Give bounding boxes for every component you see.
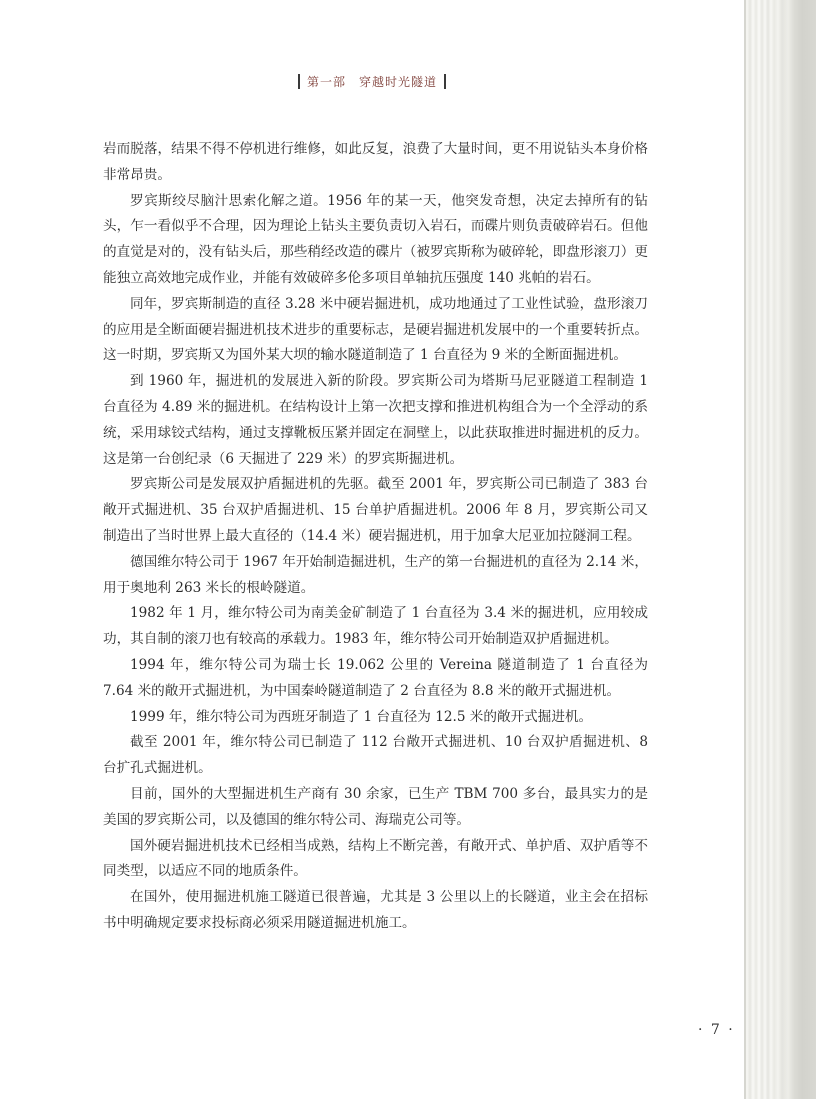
page-edge-decoration (744, 0, 816, 1099)
paragraph: 目前，国外的大型掘进机生产商有 30 余家，已生产 TBM 700 多台，最具实力的是美国的罗宾斯公司，以及德国的维尔特公司、海瑞克公司等。 (103, 785, 648, 828)
paragraph: 1999 年，维尔特公司为西班牙制造了 1 台直径为 12.5 米的敞开式掘进机。 (130, 708, 593, 725)
paragraph-continuation: 岩而脱落，结果不得不停机进行维修，如此反复，浪费了大量时间，更不用说钻头本身价格非常昂贵。 (103, 141, 648, 183)
paragraph: 1994 年，维尔特公司为瑞士长 19.062 公里的 Vereina 隧道制造了 1 台直径为 7.64 米的敞开式掘进机，为中国秦岭隧道制造了 2 台直径为 8.8 米的敞开式掘进机。 (103, 656, 648, 699)
paragraph: 同年，罗宾斯制造的直径 3.28 米中硬岩掘进机，成功地通过了工业性试验，盘形滚刀的应用是全断面硬岩掘进机技术进步的重要标志，是硬岩掘进机发展中的一个重要转折点。这一时期，罗宾斯又为国外某大坝的输水隧道制造了 1 台直径为 9 米的全断面掘进机。 (103, 295, 648, 364)
body-text (103, 137, 648, 937)
paragraph: 罗宾斯公司是发展双护盾掘进机的先驱。截至 2001 年，罗宾斯公司已制造了 383 台敞开式掘进机、35 台双护盾掘进机、15 台单护盾掘进机。2006 年 8 月，罗宾斯公司又制造出了当时世界上最大直径的（14.4 米）硬岩掘进机，用于加拿大尼亚加拉隧洞工程。 (103, 476, 648, 544)
running-head-left-rule (298, 74, 300, 89)
paragraph: 罗宾斯绞尽脑汁思索化解之道。1956 年的某一天，他突发奇想，决定去掉所有的钻头，乍一看似乎不合理，因为理论上钻头主要负责切入岩石，而碟片则负责破碎岩石。但他的直觉是对的，没有钻头后，那些稍经改造的碟片（被罗宾斯称为破碎轮，即盘形滚刀）更能独立高效地完成作业，并能有效破碎多伦多项目单轴抗压强度 140 兆帕的岩石。 (103, 192, 648, 286)
paragraph: 1982 年 1 月，维尔特公司为南美金矿制造了 1 台直径为 3.4 米的掘进机，应用较成功，其自制的滚刀也有较高的承载力。1983 年，维尔特公司开始制造双护盾掘进机。 (103, 605, 648, 648)
running-head (0, 73, 744, 91)
paragraph: 截至 2001 年，维尔特公司已制造了 112 台敞开式掘进机、10 台双护盾掘进机、8 台扩孔式掘进机。 (103, 734, 648, 777)
paragraph: 德国维尔特公司于 1967 年开始制造掘进机，生产的第一台掘进机的直径为 2.14 米，用于奥地利 263 米长的根岭隧道。 (103, 553, 648, 596)
paragraph: 在国外，使用掘进机施工隧道已很普遍，尤其是 3 公里以上的长隧道，业主会在招标书中明确规定要求投标商必须采用隧道掘进机施工。 (103, 889, 648, 931)
page-number: · 7 · (698, 1022, 735, 1038)
paragraph: 到 1960 年，掘进机的发展进入新的阶段。罗宾斯公司为塔斯马尼亚隧道工程制造 1 台直径为 4.89 米的掘进机。在结构设计上第一次把支撑和推进机构组合为一个全浮动的系统，采用球铰式结构，通过支撑靴板压紧并固定在洞壁上，以此获取推进时掘进机的反力。这是第一台创纪录（6 天掘进了 229 米）的罗宾斯掘进机。 (103, 373, 648, 467)
running-head-text: 第一部 穿越时光隧道 (306, 75, 437, 89)
running-head-right-rule (444, 74, 446, 89)
paragraph: 国外硬岩掘进机技术已经相当成熟，结构上不断完善，有敞开式、单护盾、双护盾等不同类型，以适应不同的地质条件。 (103, 837, 648, 880)
